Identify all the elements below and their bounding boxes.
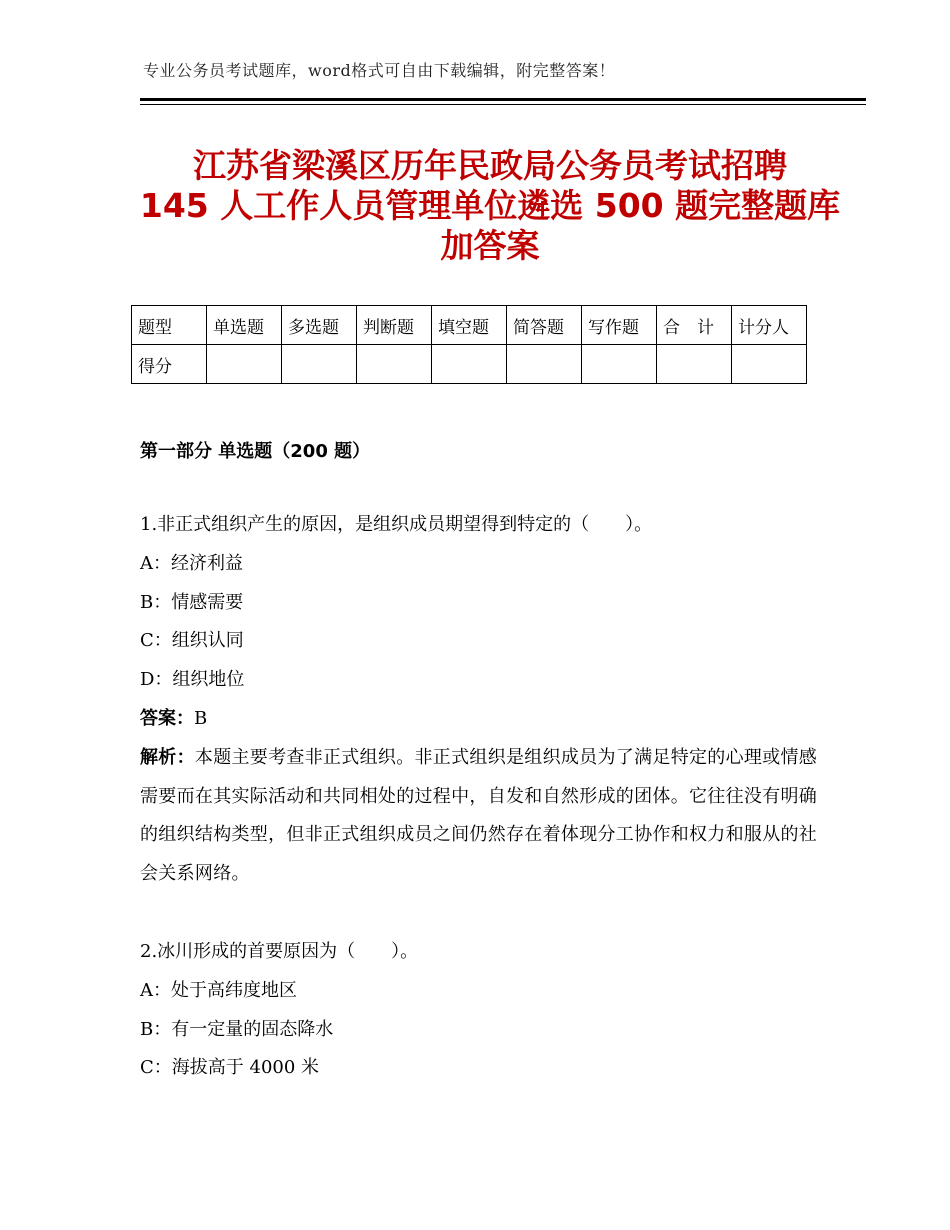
score-table-header: 写作题: [582, 306, 657, 345]
question-stem: 2.冰川形成的首要原因为（ ）。: [140, 941, 419, 962]
score-table-header: 简答题: [507, 306, 582, 345]
option-b: B：情感需要: [140, 591, 244, 613]
answer-line: [140, 700, 820, 739]
title-line-2: 145 人工作人员管理单位遴选 500 题完整题库: [139, 186, 841, 225]
analysis: [140, 739, 820, 894]
score-cell: [357, 345, 432, 384]
section-heading: 第一部分 单选题（200 题）: [140, 441, 371, 462]
title-line-1: 江苏省梁溪区历年民政局公务员考试招聘: [193, 146, 787, 185]
option-c: C：组织认同: [140, 630, 244, 652]
analysis-label: 解析：: [140, 746, 195, 768]
answer-value: B: [194, 707, 208, 729]
option-a: A：经济利益: [140, 552, 243, 574]
score-table-header: 多选题: [282, 306, 357, 345]
score-table-header: 填空题: [432, 306, 507, 345]
score-cell: [657, 345, 732, 384]
title-line-3: 加答案: [440, 226, 540, 265]
score-table-header: 题型: [132, 306, 207, 345]
score-cell: [507, 345, 582, 384]
score-table-header: 判断题: [357, 306, 432, 345]
option-b: B：有一定量的固态降水: [140, 1018, 334, 1040]
score-table-header: 单选题: [207, 306, 282, 345]
option-a: A：处于高纬度地区: [140, 979, 297, 1001]
header-note: 专业公务员考试题库，word格式可自由下载编辑，附完整答案！: [143, 61, 616, 80]
score-table-header: 计分人: [732, 306, 807, 345]
option-c: C：海拔高于 4000 米: [140, 1057, 320, 1079]
answer-label: 答案：: [140, 707, 194, 729]
option-d: D：组织地位: [140, 669, 245, 691]
score-table-score-row: [132, 345, 807, 384]
document-title: [110, 146, 870, 266]
header-rule-thin: [140, 104, 866, 105]
score-row-label: 得分: [132, 345, 207, 384]
question-stem: 1.非正式组织产生的原因，是组织成员期望得到特定的（ ）。: [140, 514, 653, 535]
question-1: [140, 506, 820, 894]
analysis-text: 本题主要考查非正式组织。非正式组织是组织成员为了满足特定的心理或情感需要而在其实际活动和共同相处的过程中，自发和自然形成的团体。它往往没有明确的组织结构类型，但非正式组织成员之间仍然存在着体现分工协作和权力和服从的社会关系网络。: [140, 746, 818, 885]
header-rule-thick: [140, 98, 866, 101]
score-cell: [732, 345, 807, 384]
score-cell: [207, 345, 282, 384]
score-table-header: 合 计: [657, 306, 732, 345]
score-cell: [432, 345, 507, 384]
score-table-header-row: [132, 306, 807, 345]
score-table: [131, 305, 807, 384]
score-cell: [282, 345, 357, 384]
score-cell: [582, 345, 657, 384]
question-2: [140, 933, 820, 1088]
